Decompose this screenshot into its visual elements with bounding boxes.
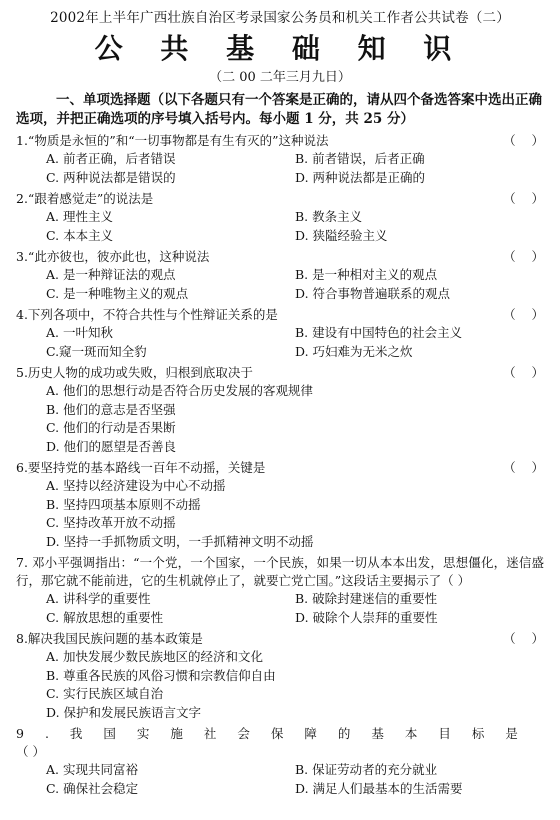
question-stem: 4.下列各项中，不符合共性与个性辩证关系的是 [16, 307, 278, 322]
question-5 [16, 364, 544, 456]
answer-blank[interactable]: （ ） [503, 460, 544, 475]
option-b: B. 他们的意志是否坚强 [46, 401, 176, 417]
option-a: A. 理性主义 [46, 209, 113, 224]
question-stem: 9.我国实施社会保障的基本目标是 [16, 726, 539, 741]
option-c: C. 本本主义 [46, 227, 114, 243]
option-d: D. 符合事物普遍联系的观点 [295, 285, 451, 301]
exam-date: （二 00 二年三月九日） [209, 70, 351, 85]
option-c: C. 是一种唯物主义的观点 [46, 285, 189, 301]
option-c: C. 解放思想的重要性 [46, 609, 164, 625]
question-7 [16, 554, 544, 627]
question-3 [16, 248, 544, 303]
option-b: B. 是一种相对主义的观点 [295, 267, 438, 282]
question-9 [16, 725, 544, 798]
question-8 [16, 630, 544, 722]
option-b: B. 破除封建迷信的重要性 [295, 591, 438, 606]
option-d: D. 坚持一手抓物质文明，一手抓精神文明不动摇 [46, 533, 314, 549]
option-a: A. 加快发展少数民族地区的经济和文化 [46, 649, 263, 664]
option-a: A. 他们的思想行动是否符合历史发展的客观规律 [46, 383, 313, 398]
option-d: D. 破除个人崇拜的重要性 [295, 609, 438, 625]
answer-blank[interactable]: （ ） [16, 744, 45, 759]
option-d: D. 他们的愿望是否善良 [46, 438, 177, 454]
option-c: C.窥一斑而知全豹 [46, 343, 147, 359]
question-stem: 8.解决我国民族问题的基本政策是 [16, 631, 203, 646]
question-1 [16, 132, 544, 187]
option-c: C. 坚持改革开放不动摇 [46, 515, 176, 530]
answer-blank[interactable]: （ ） [503, 631, 544, 646]
option-d: D. 两种说法都是正确的 [295, 169, 426, 185]
option-b: B. 尊重各民族的风俗习惯和宗教信仰自由 [46, 667, 276, 683]
option-d: D. 狭隘经验主义 [295, 227, 388, 243]
question-stem: 1.“物质是永恒的”和“一切事物都是有生有灭的”这种说法 [16, 133, 329, 148]
answer-blank[interactable]: （ ） [503, 365, 544, 380]
answer-blank[interactable]: （ ） [503, 249, 544, 264]
option-c: C. 实行民族区域自治 [46, 686, 164, 701]
option-a: A. 实现共同富裕 [46, 762, 138, 777]
option-b: B. 教条主义 [295, 209, 363, 224]
option-a: A. 讲科学的重要性 [46, 591, 151, 606]
question-stem: 5.历史人物的成功或失败，归根到底取决于 [16, 365, 253, 380]
question-stem: 6.要坚持党的基本路线一百年不动摇，关键是 [16, 460, 266, 475]
option-c: C. 他们的行动是否果断 [46, 420, 176, 435]
question-stem: 3.“此亦彼也，彼亦此也，这种说法 [16, 249, 210, 264]
option-b: B. 坚持四项基本原则不动摇 [46, 496, 201, 512]
question-2 [16, 190, 544, 245]
option-a: A. 是一种辩证法的观点 [46, 267, 176, 282]
question-stem: 2.“跟着感觉走”的说法是 [16, 191, 154, 206]
option-d: D. 保护和发展民族语言文字 [46, 704, 202, 720]
option-d: D. 满足人们最基本的生活需要 [295, 780, 463, 796]
answer-blank[interactable]: （ ） [503, 307, 544, 322]
section-heading: 一、单项选择题（以下各题只有一个答案是正确的，请从四个备选答案中选出正确选项，并把正确选项的序号填入括号内。每小题 1 分，共 25 分） [16, 92, 542, 127]
option-a: A. 前者正确，后者错误 [46, 151, 176, 166]
question-stem: 7. 邓小平强调指出：“一个党，一个国家，一个民族，如果一切从本本出发，思想僵化，迷信盛行，那它就不能前进，它的生机就停止了，就要亡党亡国。”这段话主要揭示了（ ） [16, 555, 544, 588]
answer-blank[interactable]: （ ） [503, 133, 544, 148]
question-4 [16, 306, 544, 361]
page-title: 公 共 基 础 知 识 [94, 32, 466, 65]
option-b: B. 建设有中国特色的社会主义 [295, 325, 463, 340]
option-c: C. 两种说法都是错误的 [46, 169, 176, 185]
option-a: A. 坚持以经济建设为中心不动摇 [46, 478, 226, 493]
exam-header: 2002年上半年广西壮族自治区考录国家公务员和机关工作者公共试卷（二） [50, 10, 510, 26]
option-b: B. 保证劳动者的充分就业 [295, 762, 438, 777]
answer-blank[interactable]: （ ） [503, 191, 544, 206]
option-b: B. 前者错误，后者正确 [295, 151, 425, 166]
option-a: A. 一叶知秋 [46, 325, 113, 340]
option-d: D. 巧妇难为无米之炊 [295, 343, 413, 359]
option-c: C. 确保社会稳定 [46, 780, 139, 796]
question-6 [16, 459, 544, 551]
